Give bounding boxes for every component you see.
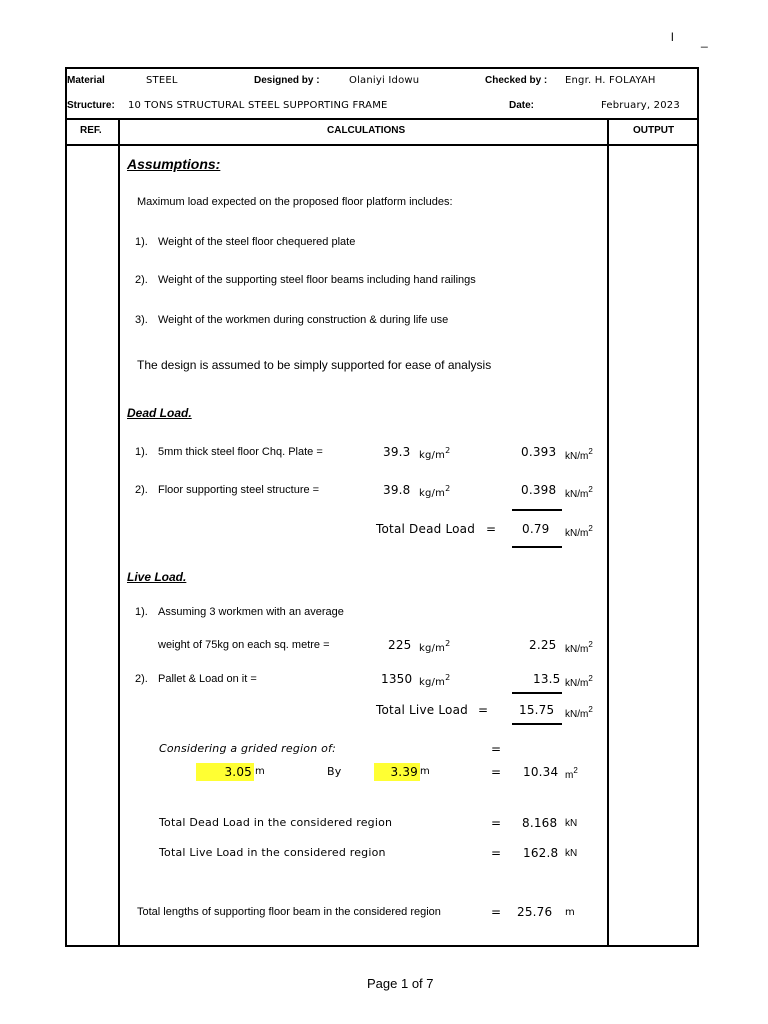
dead-load-sum-rule-bottom: [512, 546, 562, 548]
live-load-row-2-num: 2).: [135, 673, 148, 685]
grid-dimension-2: 3.39: [374, 763, 420, 781]
dead-load-row-1-kg: 39.3: [383, 445, 411, 459]
beam-length-eq: =: [491, 905, 502, 919]
total-live-load-eq: =: [478, 703, 489, 717]
date-label: Date:: [509, 100, 535, 111]
live-load-row-1-kg-unit: $kg/m^2$: [419, 639, 451, 654]
grided-region-label: Considering a grided region of:: [159, 742, 337, 755]
material-value: STEEL: [146, 75, 178, 86]
region-dead-load-eq: =: [491, 816, 502, 830]
grid-area-eq: =: [491, 765, 502, 779]
dead-load-row-2-num: 2).: [135, 484, 148, 496]
checked-by-value: Engr. H. FOLAYAH: [565, 75, 656, 86]
live-load-row-2-kn: 13.5: [533, 672, 561, 686]
design-note: The design is assumed to be simply supported for ease of analysis: [137, 358, 492, 372]
region-live-load-eq: =: [491, 846, 502, 860]
total-dead-load-unit: $kN/m^2$: [565, 524, 593, 539]
grid-by-label: By: [327, 765, 342, 778]
grid-dimension-1: 3.05: [196, 763, 254, 781]
structure-label: Structure:: [67, 100, 115, 111]
live-load-row-1-text-b: weight of 75kg on each sq. metre =: [158, 639, 330, 651]
beam-length-value: 25.76: [517, 905, 553, 919]
region-dead-load-value: 8.168: [522, 816, 558, 830]
region-live-load-label: Total Live Load in the considered region: [159, 846, 386, 859]
dead-load-row-1-kg-unit: $kg/m^2$: [419, 446, 451, 461]
material-label: Material: [67, 75, 105, 86]
assumption-2-num: 2).: [135, 274, 148, 286]
structure-value: 10 TONS STRUCTURAL STEEL SUPPORTING FRAME: [128, 100, 388, 111]
total-live-load-label: Total Live Load: [376, 703, 468, 717]
beam-length-unit: m: [565, 907, 575, 918]
dead-load-heading: Dead Load.: [127, 406, 192, 420]
live-load-heading: Live Load.: [127, 570, 187, 584]
total-dead-load-value: 0.79: [522, 522, 550, 536]
live-load-row-1-kn-unit: $kN/m^2$: [565, 640, 593, 655]
dead-load-row-1-text: 5mm thick steel floor Chq. Plate =: [158, 446, 323, 458]
dead-load-row-2-kn-unit: $kN/m^2$: [565, 485, 593, 500]
total-live-load-unit: $kN/m^2$: [565, 705, 593, 720]
designed-by-label: Designed by :: [254, 75, 320, 86]
assumption-3-text: Weight of the workmen during construction & during life use: [158, 314, 449, 326]
beam-length-label: Total lengths of supporting floor beam in the considered region: [137, 906, 441, 918]
assumption-2-text: Weight of the supporting steel floor beams including hand railings: [158, 274, 476, 286]
grid-dimension-1-unit: m: [255, 766, 265, 777]
dead-load-sum-rule-top: [512, 509, 562, 511]
grid-dimension-2-unit: m: [420, 766, 430, 777]
ref-column-header: REF.: [80, 125, 102, 136]
dead-load-row-2-kg: 39.8: [383, 483, 411, 497]
assumption-1-num: 1).: [135, 236, 148, 248]
dead-load-row-1-kn: 0.393: [521, 445, 557, 459]
designed-by-value: Olaniyi Idowu: [349, 75, 420, 86]
assumption-3-num: 3).: [135, 314, 148, 326]
live-load-row-2-kg-unit: $kg/m^2$: [419, 673, 451, 688]
live-load-row-1-kg: 225: [388, 638, 412, 652]
dead-load-row-2-text: Floor supporting steel structure =: [158, 484, 320, 496]
region-live-load-value: 162.8: [523, 846, 559, 860]
live-load-row-1-text-a: Assuming 3 workmen with an average: [158, 606, 344, 618]
live-load-row-1-kn: 2.25: [529, 638, 557, 652]
total-live-load-value: 15.75: [519, 703, 555, 717]
checked-by-label: Checked by :: [485, 75, 548, 86]
dead-load-row-1-num: 1).: [135, 446, 148, 458]
assumptions-heading: Assumptions:: [127, 156, 221, 172]
live-load-sum-rule-bottom: [512, 723, 562, 725]
live-load-row-2-kn-unit: $kN/m^2$: [565, 674, 593, 689]
dead-load-row-1-kn-unit: $kN/m^2$: [565, 447, 593, 462]
page-number: Page 1 of 7: [367, 976, 434, 991]
dead-load-row-2-kn: 0.398: [521, 483, 557, 497]
grided-region-eq: =: [491, 742, 502, 756]
assumption-1-text: Weight of the steel floor chequered plate: [158, 236, 356, 248]
output-column-header: OUTPUT: [633, 125, 675, 136]
grid-area-value: 10.34: [523, 765, 559, 779]
date-value: February, 2023: [601, 100, 680, 111]
page-mark-dash: _: [701, 34, 708, 48]
total-dead-load-label: Total Dead Load: [376, 522, 476, 536]
grid-area-unit: $m^2$: [565, 766, 578, 781]
region-dead-load-label: Total Dead Load in the considered region: [159, 816, 393, 829]
live-load-sum-rule-top: [512, 692, 562, 694]
calculations-column-header: CALCULATIONS: [327, 125, 406, 136]
region-dead-load-unit: kN: [565, 818, 578, 829]
live-load-row-2-text: Pallet & Load on it =: [158, 673, 257, 685]
dead-load-row-2-kg-unit: $kg/m^2$: [419, 484, 451, 499]
assumptions-intro: Maximum load expected on the proposed floor platform includes:: [137, 196, 453, 208]
live-load-row-2-kg: 1350: [381, 672, 413, 686]
live-load-row-1-num: 1).: [135, 606, 148, 618]
total-dead-load-eq: =: [486, 522, 497, 536]
region-live-load-unit: kN: [565, 848, 578, 859]
page-mark-tick: l: [671, 30, 674, 44]
